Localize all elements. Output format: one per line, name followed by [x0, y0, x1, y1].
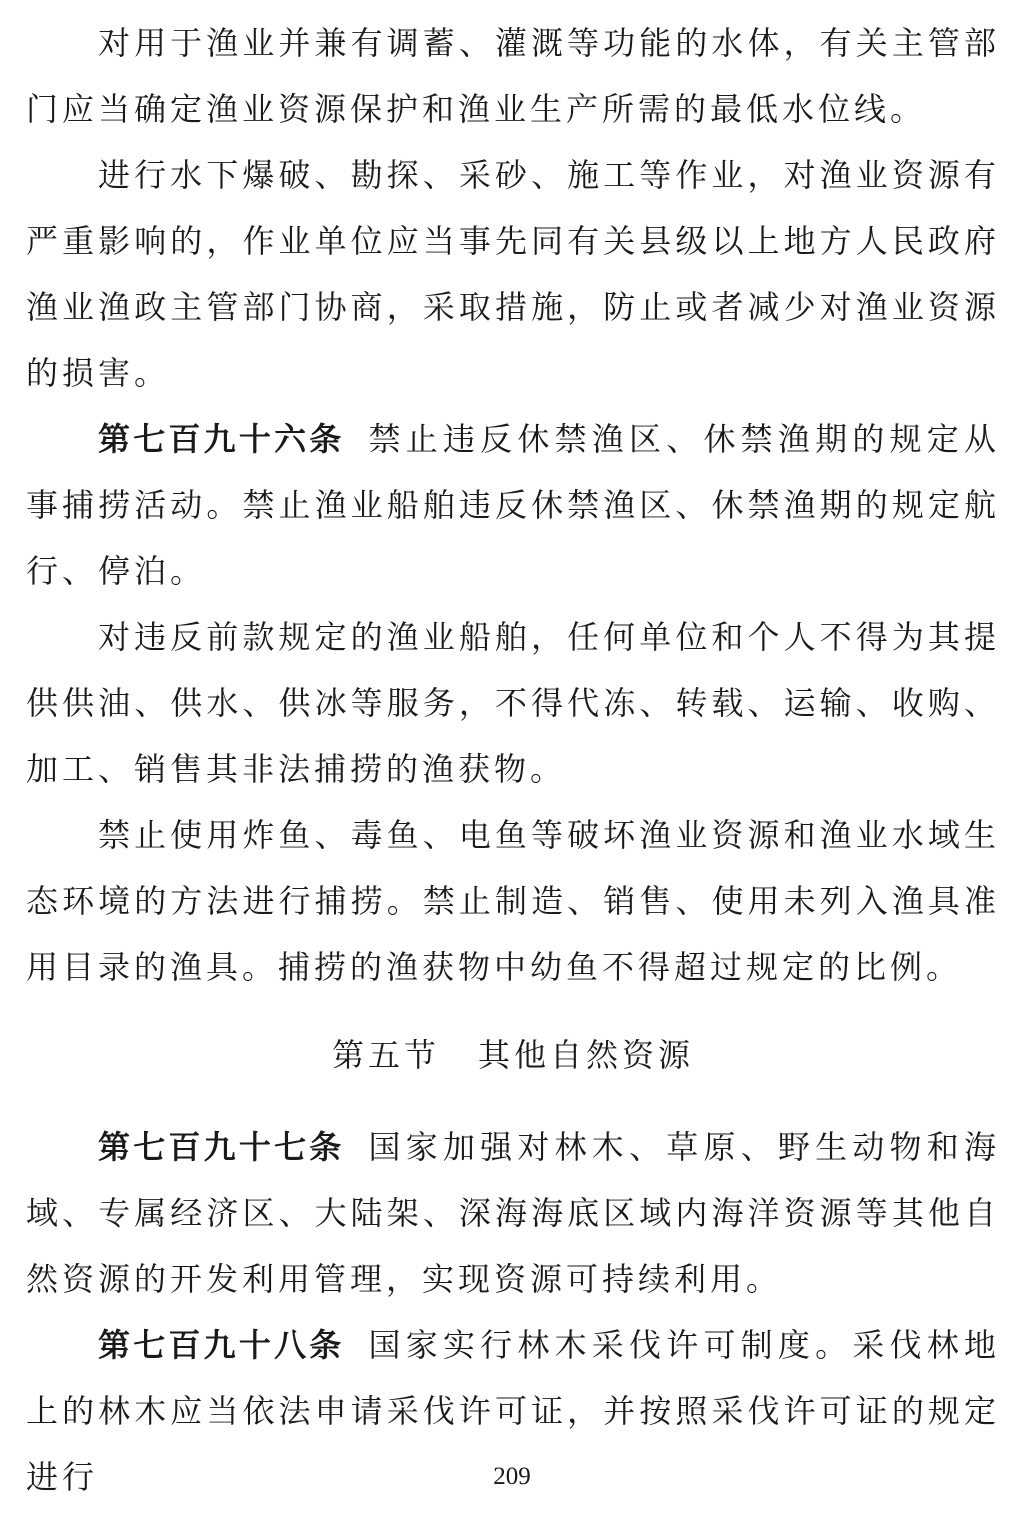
article-796-label: 第七百九十六条 [98, 420, 345, 458]
section-number: 第五节 [331, 1036, 440, 1074]
page-number: 209 [493, 1463, 531, 1490]
paragraph-underwater-operations: 进行水下爆破、勘探、采砂、施工等作业，对渔业资源有严重影响的，作业单位应当事先同有关县级以上地方人民政府渔业渔政主管部门协商，采取措施，防止或者减少对渔业资源的损害。 [26, 156, 1000, 392]
section-title: 其他自然资源 [478, 1036, 695, 1074]
article-798-text: 国家实行林木采伐许可制度。采伐林地上的林木应当依法申请采伐许可证，并按照采伐许可证的规定进行 [26, 1326, 1000, 1496]
section-heading [26, 1022, 1000, 1088]
article-797 [26, 1114, 1000, 1312]
article-796-text: 禁止违反休禁渔区、休禁渔期的规定从事捕捞活动。禁止渔业船舶违反休禁渔区、休禁渔期的规定航行、停泊。 [26, 420, 1000, 590]
paragraph-min-water-level: 对用于渔业并兼有调蓄、灌溉等功能的水体，有关主管部门应当确定渔业资源保护和渔业生产所需的最低水位线。 [26, 24, 1000, 128]
page-body [26, 10, 1000, 1510]
article-796 [26, 406, 1000, 604]
paragraph-destructive-fishing: 禁止使用炸鱼、毒鱼、电鱼等破坏渔业资源和渔业水域生态环境的方法进行捕捞。禁止制造、销售、使用未列入渔具准用目录的渔具。捕捞的渔获物中幼鱼不得超过规定的比例。 [26, 816, 1000, 986]
article-797-label: 第七百九十七条 [98, 1128, 345, 1166]
paragraph-vessel-services: 对违反前款规定的渔业船舶，任何单位和个人不得为其提供供油、供水、供冰等服务，不得代冻、转载、运输、收购、加工、销售其非法捕捞的渔获物。 [26, 618, 1000, 788]
article-797-text: 国家加强对林木、草原、野生动物和海域、专属经济区、大陆架、深海海底区域内海洋资源等其他自然资源的开发利用管理，实现资源可持续利用。 [26, 1128, 1000, 1298]
article-798-label: 第七百九十八条 [98, 1326, 345, 1364]
